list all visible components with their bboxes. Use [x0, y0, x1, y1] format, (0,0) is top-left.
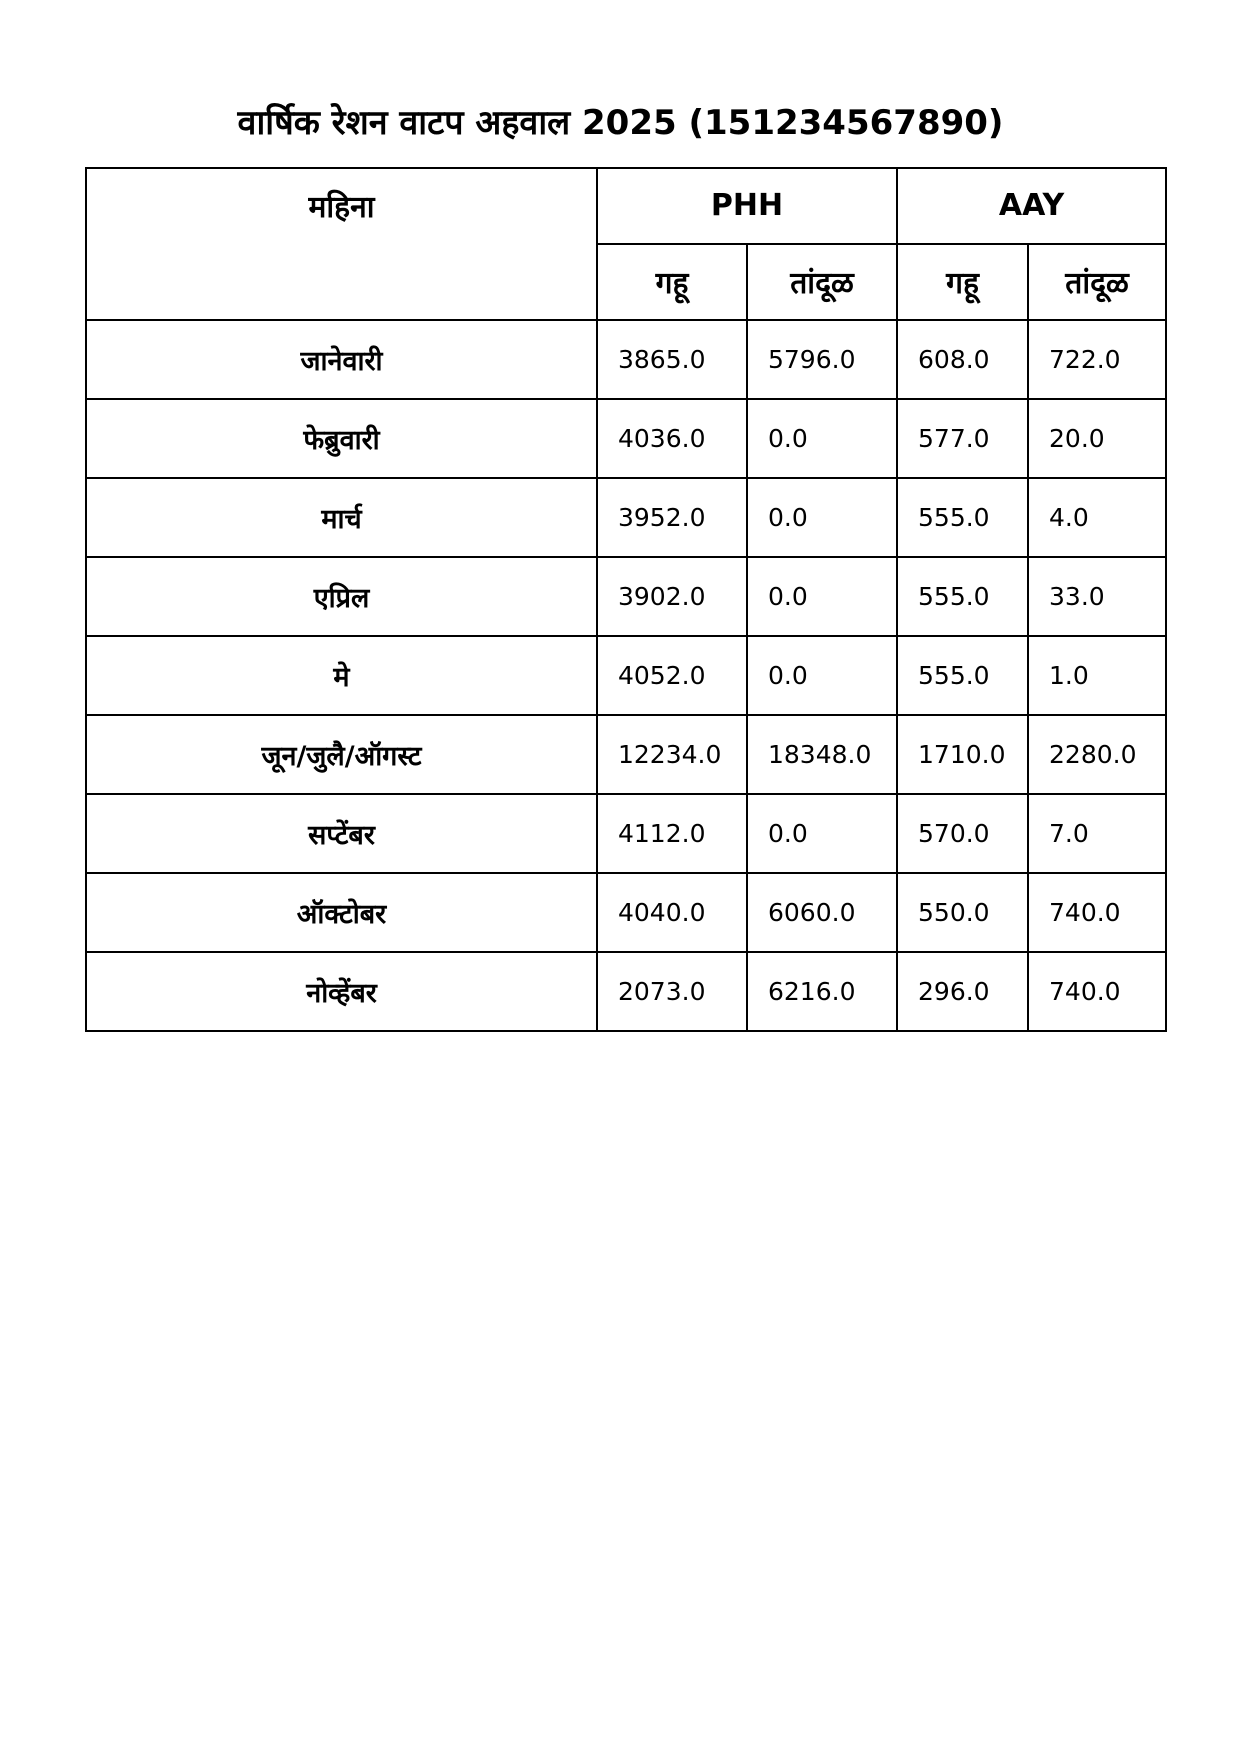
header-phh: PHH — [597, 168, 897, 244]
month-cell: मार्च — [86, 478, 597, 557]
aay-wheat-cell: 296.0 — [897, 952, 1028, 1031]
table-row — [86, 478, 1166, 557]
aay-wheat-cell: 570.0 — [897, 794, 1028, 873]
phh-rice-cell: 5796.0 — [747, 320, 897, 399]
aay-wheat-cell: 1710.0 — [897, 715, 1028, 794]
table-row — [86, 636, 1166, 715]
ration-table — [85, 167, 1167, 1032]
aay-wheat-cell: 555.0 — [897, 478, 1028, 557]
phh-rice-cell: 0.0 — [747, 399, 897, 478]
header-month: महिना — [86, 168, 597, 320]
month-cell: मे — [86, 636, 597, 715]
header-phh-rice: तांदूळ — [747, 244, 897, 320]
aay-rice-cell: 1.0 — [1028, 636, 1166, 715]
phh-wheat-cell: 3952.0 — [597, 478, 747, 557]
phh-rice-cell: 0.0 — [747, 557, 897, 636]
month-cell: जून/जुलै/ऑगस्ट — [86, 715, 597, 794]
aay-wheat-cell: 555.0 — [897, 557, 1028, 636]
phh-rice-cell: 0.0 — [747, 794, 897, 873]
table-row — [86, 873, 1166, 952]
phh-wheat-cell: 4040.0 — [597, 873, 747, 952]
phh-rice-cell: 6060.0 — [747, 873, 897, 952]
header-aay: AAY — [897, 168, 1166, 244]
aay-rice-cell: 20.0 — [1028, 399, 1166, 478]
table-row — [86, 399, 1166, 478]
phh-wheat-cell: 12234.0 — [597, 715, 747, 794]
aay-wheat-cell: 555.0 — [897, 636, 1028, 715]
phh-wheat-cell: 2073.0 — [597, 952, 747, 1031]
aay-rice-cell: 2280.0 — [1028, 715, 1166, 794]
month-cell: सप्टेंबर — [86, 794, 597, 873]
aay-rice-cell: 7.0 — [1028, 794, 1166, 873]
phh-rice-cell: 0.0 — [747, 478, 897, 557]
aay-wheat-cell: 550.0 — [897, 873, 1028, 952]
table-row — [86, 952, 1166, 1031]
aay-rice-cell: 4.0 — [1028, 478, 1166, 557]
aay-rice-cell: 740.0 — [1028, 952, 1166, 1031]
aay-wheat-cell: 608.0 — [897, 320, 1028, 399]
aay-rice-cell: 740.0 — [1028, 873, 1166, 952]
month-cell: फेब्रुवारी — [86, 399, 597, 478]
header-aay-wheat: गहू — [897, 244, 1028, 320]
phh-rice-cell: 18348.0 — [747, 715, 897, 794]
phh-wheat-cell: 3865.0 — [597, 320, 747, 399]
aay-wheat-cell: 577.0 — [897, 399, 1028, 478]
table-row — [86, 715, 1166, 794]
phh-wheat-cell: 4052.0 — [597, 636, 747, 715]
phh-rice-cell: 0.0 — [747, 636, 897, 715]
month-cell: ऑक्टोबर — [86, 873, 597, 952]
month-cell: जानेवारी — [86, 320, 597, 399]
aay-rice-cell: 722.0 — [1028, 320, 1166, 399]
phh-wheat-cell: 4036.0 — [597, 399, 747, 478]
aay-rice-cell: 33.0 — [1028, 557, 1166, 636]
phh-wheat-cell: 4112.0 — [597, 794, 747, 873]
table-row — [86, 320, 1166, 399]
table-row — [86, 557, 1166, 636]
header-phh-wheat: गहू — [597, 244, 747, 320]
month-cell: एप्रिल — [86, 557, 597, 636]
header-aay-rice: तांदूळ — [1028, 244, 1166, 320]
month-cell: नोव्हेंबर — [86, 952, 597, 1031]
phh-rice-cell: 6216.0 — [747, 952, 897, 1031]
table-row — [86, 794, 1166, 873]
report-title: वार्षिक रेशन वाटप अहवाल 2025 (151234567890) — [237, 103, 1004, 143]
phh-wheat-cell: 3902.0 — [597, 557, 747, 636]
